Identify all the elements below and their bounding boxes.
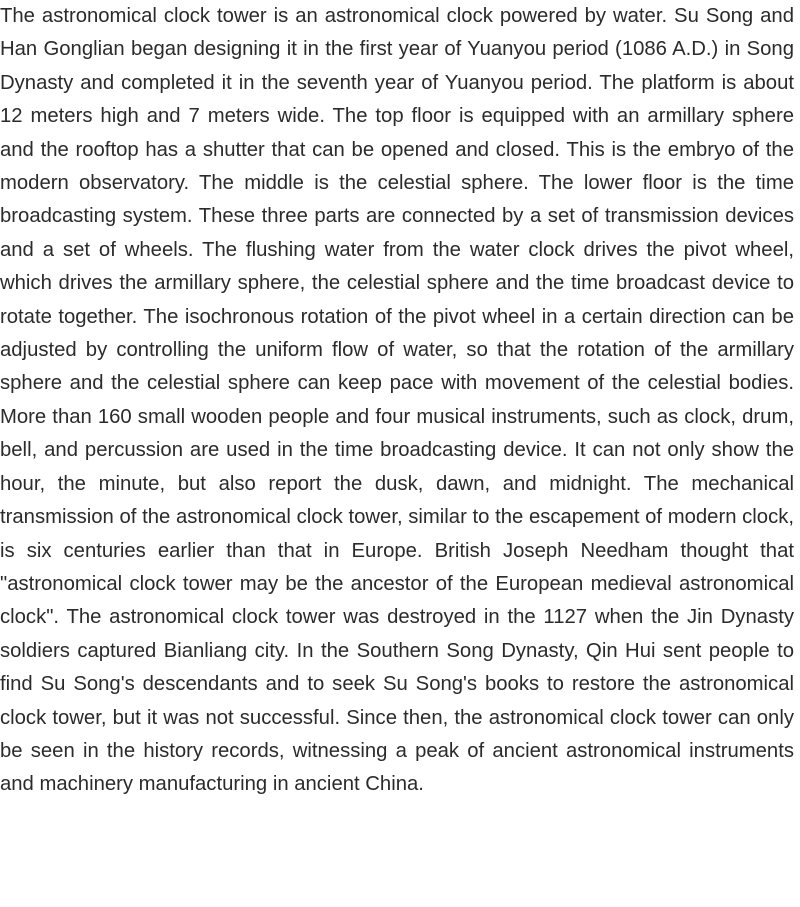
body-paragraph: The astronomical clock tower is an astronomical clock powered by water. Su Song and Han Gonglian began designing it in the first year of Yuanyou period (1086 A.D.) in Song Dynasty and completed it in the seventh year of Yuanyou period. The platform is about 12 meters high and 7 meters wide. The top floor is equipped with an armillary sphere and the rooftop has a shutter that can be opened and closed. This is the embryo of the modern observatory. The middle is the celestial sphere. The lower floor is the time broadcasting system. These three parts are connected by a set of transmission devices and a set of wheels. The flushing water from the water clock drives the pivot wheel, which drives the armillary sphere, the celestial sphere and the time broadcast device to rotate together. The isochronous rotation of the pivot wheel in a certain direction can be adjusted by controlling the uniform flow of water, so that the rotation of the armillary sphere and the celestial sphere can keep pace with movement of the celestial bodies. More than 160 small wooden people and four musical instruments, such as clock, drum, bell, and percussion are used in the time broadcasting device. It can not only show the hour, the minute, but also report the dusk, dawn, and midnight. The mechanical transmission of the astronomical clock tower, similar to the escapement of modern clock, is six centuries earlier than that in Europe. British Joseph Needham thought that "astronomical clock tower may be the ancestor of the European medieval astronomical clock". The astronomical clock tower was destroyed in the 1127 when the Jin Dynasty soldiers captured Bianliang city. In the Southern Song Dynasty, Qin Hui sent people to find Su Song's descendants and to seek Su Song's books to restore the astronomical clock tower, but it was not successful. Since then, the astronomical clock tower can only be seen in the history records, witnessing a peak of ancient astronomical instruments and machinery manufacturing in ancient China.: [0, 5, 794, 796]
